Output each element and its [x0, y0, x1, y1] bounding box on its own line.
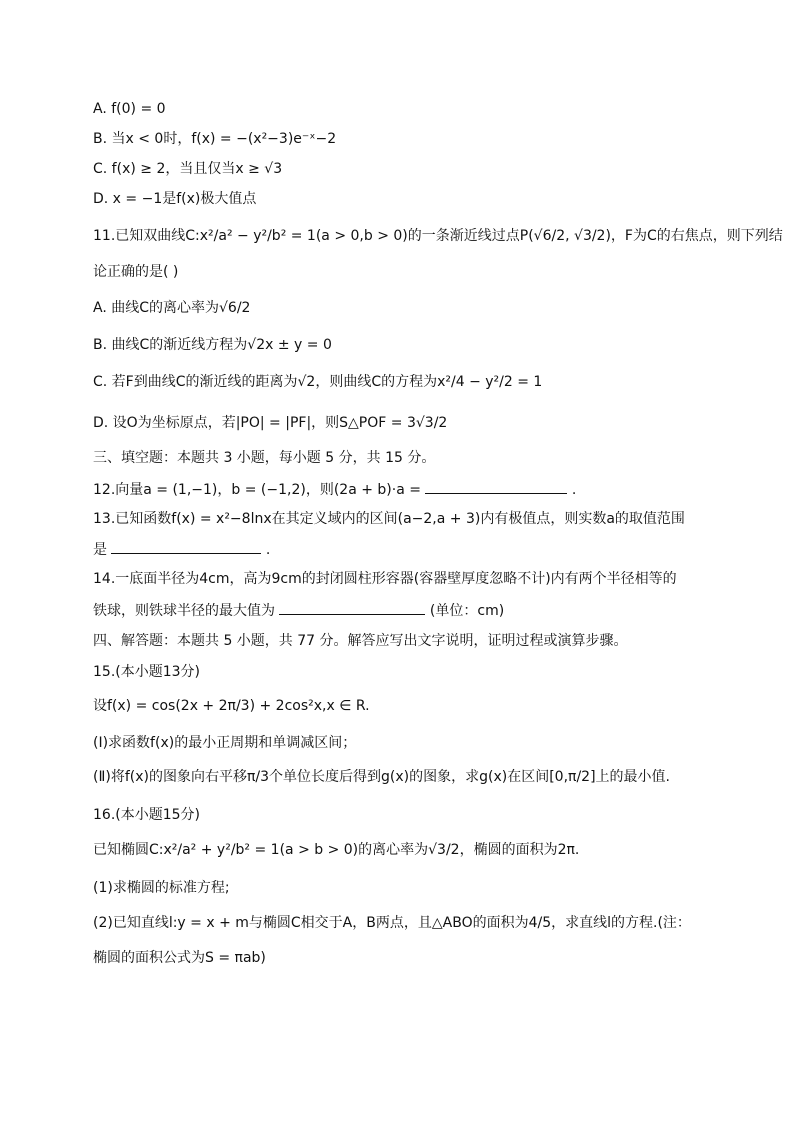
section-4-heading: 四、解答题：本题共 5 小题，共 77 分。解答应写出文字说明，证明过程或演算步骤。: [93, 633, 628, 649]
q13-answer-blank[interactable]: [111, 539, 261, 554]
q16-part1: (1)求椭圆的标准方程;: [93, 880, 230, 896]
q11-option-a: A. 曲线C的离心率为√6/2: [93, 300, 251, 316]
q10-option-b: B. 当x < 0时，f(x) = −(x²−3)e⁻ˣ−2: [93, 131, 337, 147]
q16-part2-line1: (2)已知直线l:y = x + m与椭圆C相交于A，B两点，且△ABO的面积为4/5，求直线l的方程.(注：: [93, 915, 691, 931]
q11-stem-line1: 11.已知双曲线C:x²/a² − y²/b² = 1(a > 0,b > 0)的一条渐近线过点P(√6/2, √3/2)，F为C的右焦点，则下列结: [93, 228, 783, 244]
section-3-heading: 三、填空题：本题共 3 小题，每小题 5 分，共 15 分。: [93, 450, 436, 466]
q13-line1: 13.已知函数f(x) = x²−8lnx在其定义域内的区间(a−2,a + 3)内有极值点，则实数a的取值范围: [93, 511, 685, 527]
q14-line1: 14.一底面半径为4cm，高为9cm的封闭圆柱形容器(容器壁厚度忽略不计)内有两个半径相等的: [93, 571, 677, 587]
q10-option-a: A. f(0) = 0: [93, 101, 166, 117]
q16-part2-line2: 椭圆的面积公式为S = πab): [93, 950, 266, 966]
q10-option-c: C. f(x) ≥ 2，当且仅当x ≥ √3: [93, 161, 283, 177]
q11-option-b: B. 曲线C的渐近线方程为√2x ± y = 0: [93, 337, 332, 353]
q12-answer-blank[interactable]: [425, 479, 567, 494]
q15-part1: (Ⅰ)求函数f(x)的最小正周期和单调减区间；: [93, 735, 357, 751]
q13-line2: [93, 539, 270, 560]
q16-given: 已知椭圆C:x²/a² + y²/b² = 1(a > b > 0)的离心率为√3/2，椭圆的面积为2π.: [93, 842, 580, 858]
q11-stem-line2: 论正确的是( ): [93, 264, 179, 280]
q12-end: .: [571, 482, 577, 498]
q10-option-d: D. x = −1是f(x)极大值点: [93, 191, 257, 207]
q15-part2: (Ⅱ)将f(x)的图象向右平移π/3个单位长度后得到g(x)的图象，求g(x)在区间[0,π/2]上的最小值.: [93, 769, 670, 785]
q14-answer-blank[interactable]: [279, 600, 425, 615]
q11-option-d: D. 设O为坐标原点，若|PO| = |PF|，则S△POF = 3√3/2: [93, 415, 448, 431]
q14-line2-end: (单位：cm): [429, 603, 505, 619]
q14-line2: [93, 600, 504, 621]
q14-line2-pre: 铁球，则铁球半径的最大值为: [93, 603, 275, 619]
q13-line2-end: .: [265, 542, 271, 558]
q12-text: 12.向量a = (1,−1)，b = (−1,2)，则(2a + b)·a =: [93, 482, 421, 498]
q16-title: 16.(本小题15分): [93, 807, 201, 823]
q15-title: 15.(本小题13分): [93, 664, 201, 680]
q15-given: 设f(x) = cos(2x + 2π/3) + 2cos²x,x ∈ R.: [93, 698, 370, 714]
q12-line: [93, 479, 576, 500]
q13-line2-pre: 是: [93, 542, 107, 558]
q11-option-c: C. 若F到曲线C的渐近线的距离为√2，则曲线C的方程为x²/4 − y²/2 = 1: [93, 374, 543, 390]
